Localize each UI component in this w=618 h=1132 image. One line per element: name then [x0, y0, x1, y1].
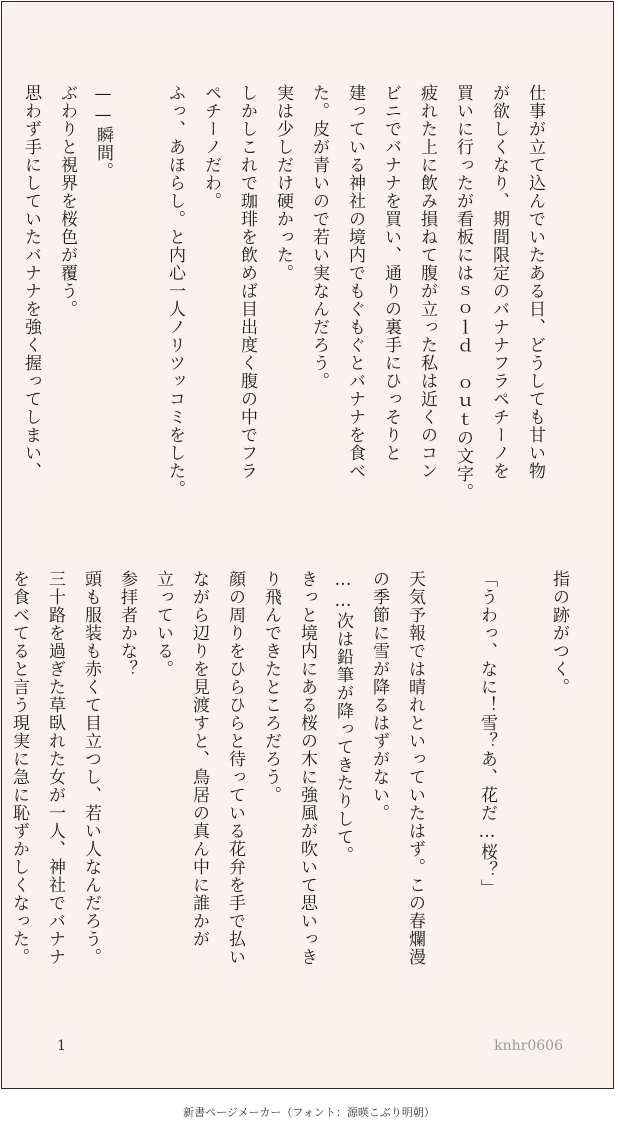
- text-line: が欲しくなり、期間限定のバナナフラペチーノを: [489, 84, 509, 480]
- text-line: 参拝者かな？: [117, 570, 137, 678]
- text-line: 三十路を過ぎた草臥れた女が一人、神社でバナナ: [45, 570, 65, 966]
- text-line: 立っている。: [153, 570, 173, 678]
- text-block-bottom: [1, 570, 577, 1020]
- text-line: 買いに行ったが看板にはｓｏｌｄ ｏｕｔの文字。: [453, 84, 473, 501]
- text-line: た。皮が青いので若い実なんだろう。: [309, 84, 329, 390]
- text-line: 天気予報では晴れといっていたはず。この春爛漫: [405, 570, 425, 966]
- page-number: 1: [57, 1038, 66, 1054]
- text-line: ——瞬間。: [93, 84, 113, 180]
- text-line: ビニでバナナを買い、通りの裏手にひっそりと: [381, 84, 401, 462]
- manuscript-page: [1, 1, 614, 1089]
- text-line: 頭も服装も赤くて目立つし、若い人なんだろう。: [81, 570, 101, 966]
- footer-caption: 新書ページメーカー（フォント：源暎こぶり明朝）: [183, 1106, 435, 1119]
- text-line: 実は少しだけ硬かった。: [273, 84, 293, 282]
- text-line: を食べてると言う現実に急に恥ずかしくなった。: [9, 570, 29, 966]
- text-line: 顔の周りをひらひらと待っている花弁を手で払い: [225, 570, 245, 966]
- text-line: 建っている神社の境内でもぐもぐとバナナを食べ: [345, 84, 365, 480]
- text-line: ぶわりと視界を桜色が覆う。: [57, 84, 77, 318]
- blank-line: [433, 570, 469, 1020]
- text-line: ペチーノだわ。: [201, 84, 221, 210]
- text-line: 疲れた上に飲み損ねて腹が立った私は近くのコン: [417, 84, 437, 480]
- text-line: しかしこれで珈琲を飲めば目出度く腹の中でフラ: [237, 84, 257, 480]
- blank-line: [121, 84, 157, 534]
- text-line: 思わず手にしていたバナナを強く握ってしまい、: [21, 84, 41, 480]
- text-line: きっと境内にある桜の木に強風が吹いて思いっき: [297, 570, 317, 966]
- text-line: ながら辺りを見渡すと、鳥居の真ん中に誰かが: [189, 570, 209, 948]
- text-line: 「うわっ、なに！雪？あ、花だ…桜？」: [477, 570, 497, 897]
- text-line: り飛んできたところだろう。: [261, 570, 281, 804]
- text-line: 指の跡がつく。: [549, 570, 569, 696]
- text-line: ふっ、あほらし。と内心一人ノリツッコミをした。: [165, 84, 185, 498]
- text-line: 仕事が立て込んでいたある日、どうしても甘い物: [525, 84, 545, 480]
- blank-line: [505, 570, 541, 1020]
- text-line: ……次は鉛筆が降ってきたりして。: [333, 570, 353, 864]
- text-block-top: [13, 84, 553, 534]
- text-line: の季節に雪が降るはずがない。: [369, 570, 389, 822]
- author-id: knhr0606: [494, 1038, 563, 1054]
